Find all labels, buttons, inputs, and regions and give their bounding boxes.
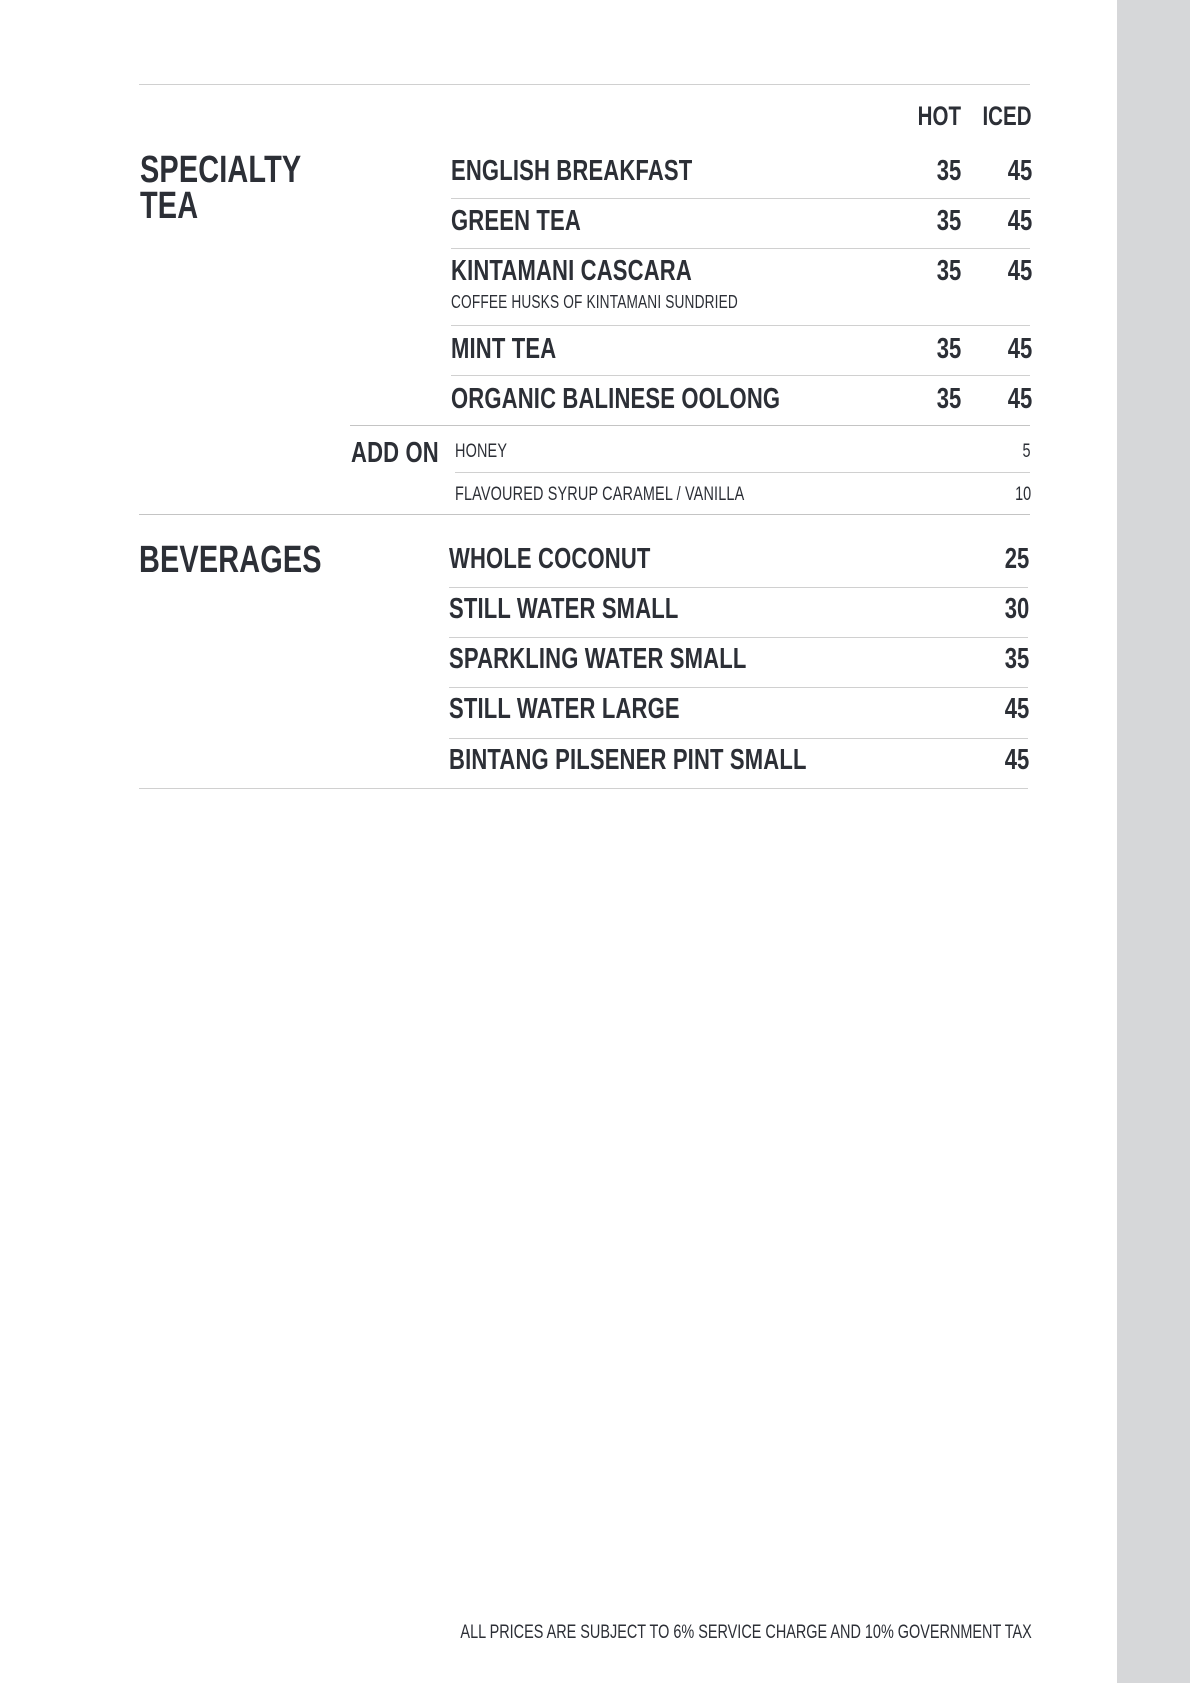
addon-item-name: HONEY <box>455 441 508 462</box>
menu-item-price: 35 <box>1004 643 1029 675</box>
menu-item-name: WHOLE COCONUT <box>449 543 651 575</box>
menu-item-price-hot: 35 <box>936 383 961 415</box>
menu-item-price-iced: 45 <box>1007 205 1032 237</box>
col-iced-header: ICED <box>982 101 1032 131</box>
menu-item-price-iced: 45 <box>1007 155 1032 187</box>
menu-item-price-hot: 35 <box>936 333 961 365</box>
menu-item-name: STILL WATER LARGE <box>449 693 680 725</box>
menu-item-price: 25 <box>1004 543 1029 575</box>
row-divider <box>455 472 1030 473</box>
row-divider <box>451 325 1030 326</box>
col-hot-header: HOT <box>917 101 961 131</box>
menu-item-name: SPARKLING WATER SMALL <box>449 643 747 675</box>
menu-item-price-iced: 45 <box>1007 255 1032 287</box>
menu-item-name: ENGLISH BREAKFAST <box>451 155 693 187</box>
addon-label: ADD ON <box>351 437 439 469</box>
menu-item-name: MINT TEA <box>451 333 557 365</box>
row-divider <box>449 788 1028 789</box>
menu-item-price-iced: 45 <box>1007 383 1032 415</box>
row-divider <box>451 375 1030 376</box>
menu-item-price-iced: 45 <box>1007 333 1032 365</box>
row-divider <box>449 687 1028 688</box>
menu-item-price: 30 <box>1004 593 1029 625</box>
row-divider <box>449 738 1028 739</box>
menu-item-name: GREEN TEA <box>451 205 581 237</box>
menu-item-name: ORGANIC BALINESE OOLONG <box>451 383 781 415</box>
menu-item-price: 45 <box>1004 693 1029 725</box>
section-title-specialty-tea-line1: SPECIALTY <box>140 149 302 191</box>
section-title-specialty-tea-line2: TEA <box>140 185 199 227</box>
menu-item-price-hot: 35 <box>936 155 961 187</box>
section-end-divider <box>139 788 449 789</box>
addon-item-price: 10 <box>1014 484 1031 505</box>
footer-tax-note: ALL PRICES ARE SUBJECT TO 6% SERVICE CHARGE AND 10% GOVERNMENT TAX <box>460 1622 1032 1643</box>
row-divider <box>451 198 1030 199</box>
page-edge-panel <box>1117 0 1190 1683</box>
menu-item-name: STILL WATER SMALL <box>449 593 679 625</box>
section-title-beverages: BEVERAGES <box>139 539 322 581</box>
addon-divider <box>350 425 1030 426</box>
menu-item-name: KINTAMANI CASCARA <box>451 255 692 287</box>
row-divider <box>449 587 1028 588</box>
row-divider <box>451 248 1030 249</box>
menu-item-price: 45 <box>1004 744 1029 776</box>
top-divider <box>139 84 1030 85</box>
addon-item-price: 5 <box>1022 441 1031 462</box>
menu-item-price-hot: 35 <box>936 205 961 237</box>
menu-item-name: BINTANG PILSENER PINT SMALL <box>449 744 807 776</box>
section-divider <box>139 514 1030 515</box>
addon-item-name: FLAVOURED SYRUP CARAMEL / VANILLA <box>455 484 745 505</box>
menu-item-description: COFFEE HUSKS OF KINTAMANI SUNDRIED <box>451 292 738 312</box>
row-divider <box>449 637 1028 638</box>
menu-item-price-hot: 35 <box>936 255 961 287</box>
